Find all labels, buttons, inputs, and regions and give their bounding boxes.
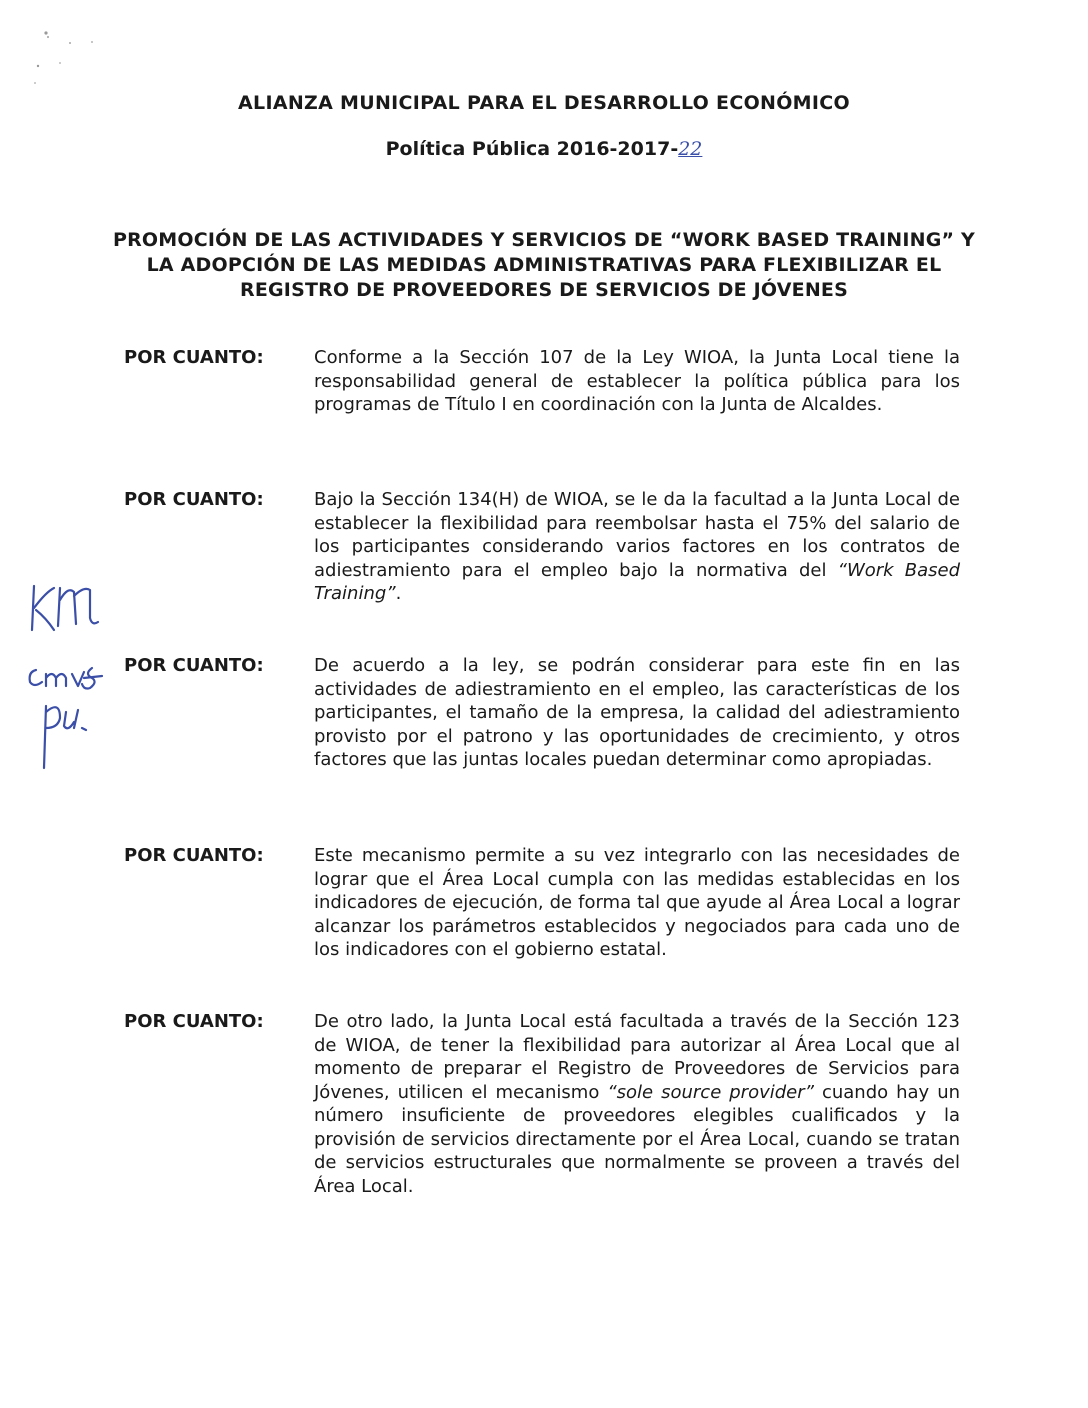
- clause-label: POR CUANTO:: [124, 1011, 264, 1032]
- policy-subject-heading: PROMOCIÓN DE LAS ACTIVIDADES Y SERVICIOS DE “WORK BASED TRAINING” Y LA ADOPCIÓN DE LAS MEDIDAS ADMINISTRATIVAS PARA FLEXIBILIZAR EL REGISTRO DE PROVEEDORES DE SERVICIOS DE JÓVENES: [112, 229, 976, 301]
- clause-label: POR CUANTO:: [124, 347, 264, 368]
- clause-label: POR CUANTO:: [124, 845, 264, 866]
- clause-text: De acuerdo a la ley, se podrán considerar para este fin en las actividades de adiestramiento en el empleo, las características de los participantes, el tamaño de la empresa, la calidad del adiestramiento provisto por el patrono y las oportunidades de crecimiento, y otros factores que las juntas locales puedan determinar como apropiadas.: [314, 655, 960, 770]
- clause-text: Este mecanismo permite a su vez integrarlo con las necesidades de lograr que el Área Local cumpla con las medidas establecidas en los indicadores de ejecución, de forma tal que ayude al Área Local a lograr alcanzar los parámetros establecidos y negociados para cada uno de los indicadores con el gobierno estatal.: [314, 845, 960, 960]
- clause-text-part: .: [395, 583, 402, 604]
- clause-text: [314, 1010, 960, 1198]
- clause-text-italic: “Work Based Training”: [314, 559, 960, 604]
- clause-text-part: De otro lado, la Junta Local está facultada a través de la Sección 123 de WIOA, de tener la flexibilidad para autorizar al Área Local que al momento de preparar el Registro de Proveedores de Servicios para Jóvenes, utilicen el mecanismo: [314, 1011, 960, 1103]
- clause-text: Conforme a la Sección 107 de la Ley WIOA, la Junta Local tiene la responsabilidad general de establecer la política pública para los programas de Título I en coordinación con la Junta de Alcaldes.: [314, 347, 960, 415]
- handwritten-margin-initials: [24, 578, 114, 778]
- scan-speck-marks: [30, 25, 110, 95]
- clause-label: POR CUANTO:: [124, 489, 264, 510]
- policy-number-prefix: Política Pública 2016-2017-: [385, 138, 679, 160]
- organization-title: ALIANZA MUNICIPAL PARA EL DESARROLLO ECONÓMICO: [238, 92, 850, 114]
- clause-text-part: cuando hay un número insuficiente de proveedores elegibles cualificados y la provisión de servicios directamente por el Área Local, cuando se tratan de servicios estructurales que normalmente se proveen a través del Área Local.: [314, 1081, 961, 1197]
- clause-text: [314, 488, 960, 606]
- clause-label: POR CUANTO:: [124, 655, 264, 676]
- clause-text-part: Bajo la Sección 134(H) de WIOA, se le da la facultad a la Junta Local de establecer la flexibilidad para reembolsar hasta el 75% del salario de los participantes considerando varios factores en los contratos de adiestramiento para el empleo bajo la normativa del: [314, 489, 960, 581]
- policy-number-line: [0, 138, 1088, 160]
- handwritten-policy-number: 22: [678, 138, 703, 160]
- clause-text-italic: “sole source provider”: [607, 1081, 814, 1103]
